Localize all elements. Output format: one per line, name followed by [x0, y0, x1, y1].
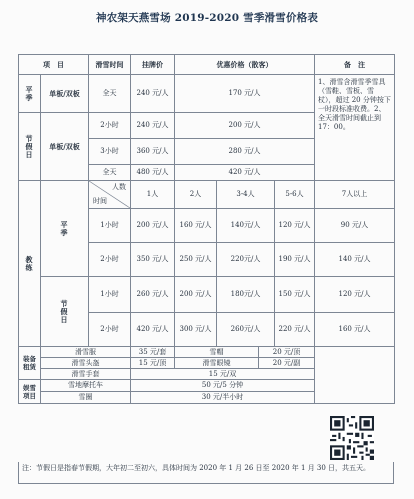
rental-item: 滑雪手套 [41, 369, 131, 380]
season-label: 平季 [19, 75, 41, 113]
season-list-price: 240 元/人 [131, 75, 175, 113]
people-header: 7人以上 [315, 181, 395, 209]
coach-time: 2小时 [89, 243, 131, 277]
rental-price: 20 元/副 [259, 358, 315, 369]
coach-price: 160 元/人 [175, 209, 217, 243]
qr-code-icon [330, 416, 374, 460]
coach-header-row [19, 181, 395, 209]
people-header: 3-4人 [217, 181, 275, 209]
coach-price: 260 元/人 [131, 277, 175, 313]
season-time: 全天 [89, 75, 131, 113]
rental-item: 雪帽 [175, 347, 259, 358]
footnote: 注：节假日是指春节假期，大年初二至初六，具体时间为 2020 年 1 月 26 日至 2020 年 1 月 30 日，共五天。 [18, 462, 394, 484]
coach-price: 220元/人 [217, 243, 275, 277]
holiday-list-price: 360 元/人 [131, 139, 175, 165]
table-header-row [19, 55, 395, 75]
season-board: 单板/双板 [41, 75, 89, 113]
holiday-time: 2小时 [89, 113, 131, 139]
rental-item: 滑雪眼镜 [175, 358, 259, 369]
price-table [18, 54, 395, 404]
coach-price: 120 元/人 [315, 277, 395, 313]
coach-price: 200 元/人 [175, 277, 217, 313]
entertainment-item: 雪地摩托车 [41, 380, 131, 392]
coach-price: 150 元/人 [275, 277, 315, 313]
coach-price: 90 元/人 [315, 209, 395, 243]
holiday-list-price: 480 元/人 [131, 165, 175, 181]
coach-time: 1小时 [89, 209, 131, 243]
entertainment-label: 娱雪项目 [19, 380, 41, 404]
rental-item: 滑雪服 [41, 347, 131, 358]
rental-price: 35 元/套 [131, 347, 175, 358]
coach-diag-header [89, 181, 131, 209]
holiday-board: 单板/双板 [41, 113, 89, 181]
rental-item: 滑雪头盔 [41, 358, 131, 369]
coach-price: 260元/人 [217, 313, 275, 347]
season-discount: 170 元/人 [175, 75, 315, 113]
people-header: 5-6人 [275, 181, 315, 209]
coach-price: 350 元/人 [131, 243, 175, 277]
header-ski-time: 滑雪时间 [89, 55, 131, 75]
rental-price: 15 元/顶 [131, 358, 175, 369]
header-discount: 优惠价格（散客） [175, 55, 315, 75]
header-project: 项 目 [19, 55, 89, 75]
entertainment-item: 雪圈 [41, 392, 131, 404]
remarks-text: 1、滑雪含滑雪季雪具（雪鞋、雪板、雪杖），超过 20 分钟按下一时段标准收费。2、全天滑雪时间截止到 17：00。 [315, 75, 395, 181]
people-header: 2人 [175, 181, 217, 209]
coach-price: 300 元/人 [175, 313, 217, 347]
coach-price: 420 元/人 [131, 313, 175, 347]
coach-time: 1小时 [89, 277, 131, 313]
coach-price: 120 元/人 [275, 209, 315, 243]
table-row [19, 277, 395, 313]
rental-price: 15 元/双 [131, 369, 315, 380]
coach-price: 180元/人 [217, 277, 275, 313]
holiday-label: 节假日 [19, 113, 41, 181]
diag-top-label: 人数 [112, 183, 126, 191]
holiday-discount: 200 元/人 [175, 113, 315, 139]
holiday-discount: 280 元/人 [175, 139, 315, 165]
holiday-time: 全天 [89, 165, 131, 181]
diag-bottom-label: 时间 [93, 197, 107, 205]
coach-price: 140元/人 [217, 209, 275, 243]
coach-price: 200 元/人 [131, 209, 175, 243]
coach-price: 140 元/人 [315, 243, 395, 277]
coach-label: 教练 [19, 181, 41, 347]
people-header: 1人 [131, 181, 175, 209]
coach-price: 220 元/人 [275, 313, 315, 347]
holiday-time: 3小时 [89, 139, 131, 165]
rental-price: 20 元/顶 [259, 347, 315, 358]
coach-price: 190 元/人 [275, 243, 315, 277]
table-row [19, 75, 395, 113]
table-row [19, 347, 395, 358]
coach-time: 2小时 [89, 313, 131, 347]
entertainment-price: 30 元/半小时 [131, 392, 315, 404]
holiday-discount: 420 元/人 [175, 165, 315, 181]
coach-price: 160 元/人 [315, 313, 395, 347]
coach-price: 250 元/人 [175, 243, 217, 277]
header-remarks: 备 注 [315, 55, 395, 75]
holiday-list-price: 240 元/人 [131, 113, 175, 139]
coach-holiday-label: 节假日 [41, 277, 89, 347]
page-title: 神农架天燕雪场 2019-2020 雪季滑雪价格表 [95, 12, 319, 24]
qr-cell [315, 347, 395, 404]
header-list-price: 挂牌价 [131, 55, 175, 75]
entertainment-price: 50 元/5 分钟 [131, 380, 315, 392]
rental-label: 装备租赁 [19, 347, 41, 380]
coach-season-label: 平季 [41, 181, 89, 277]
